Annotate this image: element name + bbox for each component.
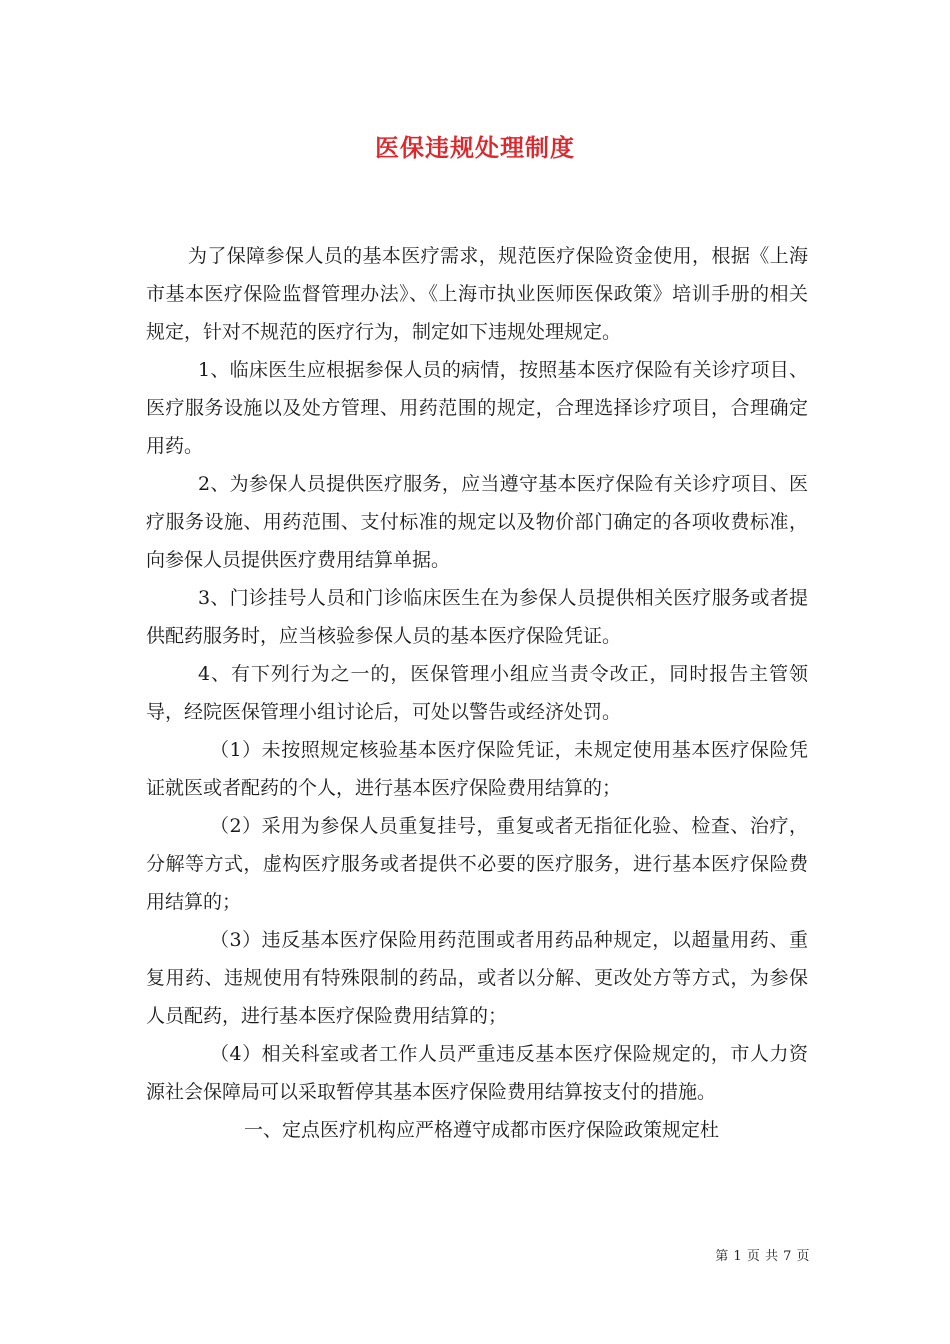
section-one-paragraph: 一、定点医疗机构应严格遵守成都市医疗保险政策规定杜 — [244, 1119, 720, 1141]
rule-3-paragraph: 3、门诊挂号人员和门诊临床医生在为参保人员提供相关医疗服务或者提供配药服务时，应当核验参保人员的基本医疗保险凭证。 — [146, 587, 808, 647]
rule-1-paragraph: 1、临床医生应根据参保人员的病情，按照基本医疗保险有关诊疗项目、医疗服务设施以及处方管理、用药范围的规定，合理选择诊疗项目，合理确定用药。 — [146, 359, 808, 457]
document-body — [146, 237, 808, 1149]
rule-4-paragraph: 4、有下列行为之一的，医保管理小组应当责令改正，同时报告主管领导，经院医保管理小组讨论后，可处以警告或经济处罚。 — [146, 663, 808, 723]
subrule-4-paragraph: （4）相关科室或者工作人员严重违反基本医疗保险规定的，市人力资源社会保障局可以采取暂停其基本医疗保险费用结算按支付的措施。 — [146, 1043, 808, 1103]
subrule-2-paragraph: （2）采用为参保人员重复挂号，重复或者无指征化验、检查、治疗，分解等方式，虚构医疗服务或者提供不必要的医疗服务，进行基本医疗保险费用结算的； — [146, 815, 808, 913]
intro-paragraph: 为了保障参保人员的基本医疗需求，规范医疗保险资金使用，根据《上海市基本医疗保险监督管理办法》、《上海市执业医师医保政策》培训手册的相关规定，针对不规范的医疗行为，制定如下违规处理规定。 — [146, 245, 808, 343]
subrule-3-paragraph: （3）违反基本医疗保险用药范围或者用药品种规定，以超量用药、重复用药、违规使用有特殊限制的药品，或者以分解、更改处方等方式，为参保人员配药，进行基本医疗保险费用结算的； — [146, 929, 808, 1027]
rule-2-paragraph: 2、为参保人员提供医疗服务，应当遵守基本医疗保险有关诊疗项目、医疗服务设施、用药范围、支付标准的规定以及物价部门确定的各项收费标准，向参保人员提供医疗费用结算单据。 — [146, 473, 808, 571]
subrule-1-paragraph: （1）未按照规定核验基本医疗保险凭证，未规定使用基本医疗保险凭证就医或者配药的个人，进行基本医疗保险费用结算的； — [146, 739, 808, 799]
document-title: 医保违规处理制度 — [375, 133, 575, 162]
page-number: 第 1 页 共 7 页 — [715, 1249, 810, 1264]
